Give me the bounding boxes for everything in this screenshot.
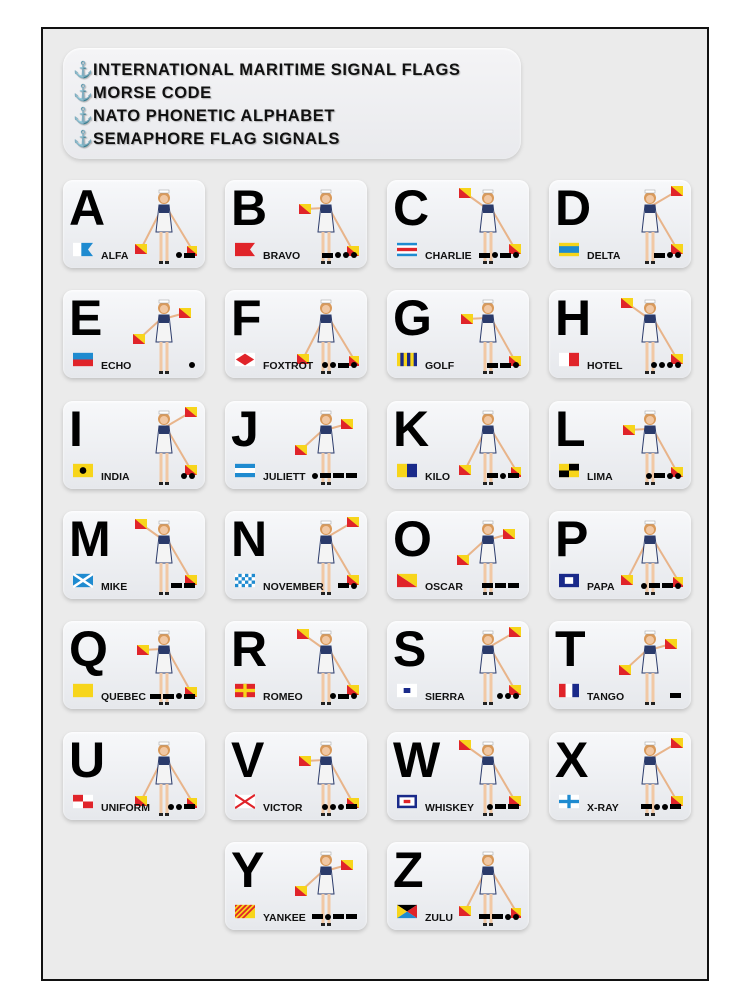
morse-dash [338,363,349,368]
phonetic-name: BRAVO [263,250,301,262]
letter-card-z [387,842,529,930]
morse-dot [181,473,187,479]
signal-flag-icon [73,573,93,588]
phonetic-name: DELTA [587,250,621,262]
letter-card-i [63,401,205,489]
phonetic-name: JULIETT [263,470,306,483]
morse-dot [654,804,660,810]
letter-card-y [225,842,367,930]
morse-dash [312,914,323,919]
signal-flag-icon [397,242,417,257]
signal-flag-icon [559,242,579,257]
card-letter: G [393,290,432,347]
morse-dot [500,473,506,479]
morse-code [641,583,681,589]
morse-dot [646,473,652,479]
signal-flag-icon [397,794,417,809]
signal-flag-icon [235,242,255,257]
morse-dash [500,363,511,368]
morse-dot [487,804,493,810]
card-letter: K [393,400,430,457]
morse-dash [495,583,506,588]
morse-dash [495,804,506,809]
morse-code [181,473,195,479]
phonetic-name: YANKEE [263,911,306,924]
morse-dot [513,693,519,699]
card-letter: I [69,400,83,457]
signal-flag-icon [397,904,417,919]
signal-flag-icon [235,904,255,919]
anchor-icon: ⚓ [73,131,94,148]
morse-dash [171,583,182,588]
morse-dash [641,804,652,809]
letter-card-k [387,401,529,489]
morse-dot [322,362,328,368]
card-letter: R [231,621,268,678]
morse-dash [508,804,519,809]
card-letter: J [231,400,259,457]
morse-dot [651,362,657,368]
phonetic-name: VICTOR [263,801,303,814]
morse-dash [150,694,161,699]
card-letter: W [393,731,441,788]
phonetic-name: KILO [425,470,451,483]
morse-dot [667,362,673,368]
semaphore-figure-icon [127,294,197,376]
card-letter: Z [393,841,424,898]
morse-dash [492,914,503,919]
morse-code [176,252,195,258]
card-letter: B [231,180,268,236]
phonetic-name: NOVEMBER [263,580,324,593]
signal-flag-icon [235,352,255,367]
anchor-icon: ⚓ [73,85,94,102]
phonetic-name: PAPA [587,580,615,593]
letter-card-g [387,290,529,378]
signal-flag-icon [397,573,417,588]
letter-card-j [225,401,367,489]
morse-dot [330,804,336,810]
letter-card-p [549,511,691,599]
morse-dot [325,914,331,920]
letter-card-f [225,290,367,378]
morse-dot [351,252,357,258]
letter-card-u [63,732,205,820]
letter-card-l [549,401,691,489]
morse-dot [659,362,665,368]
phonetic-name: MIKE [101,580,128,593]
morse-dash [662,583,673,588]
title-text: SEMAPHORE FLAG SIGNALS [93,130,340,148]
signal-flag-icon [73,463,93,478]
morse-dash [322,253,333,258]
morse-dot [176,252,182,258]
morse-dash [338,583,349,588]
anchor-icon: ⚓ [73,62,94,79]
signal-flag-icon [235,683,255,698]
phonetic-name: LIMA [587,470,613,483]
morse-dash [654,253,665,258]
morse-dot [667,252,673,258]
morse-dot [513,252,519,258]
morse-code [189,362,195,368]
phonetic-name: QUEBEC [101,691,146,704]
card-letter: U [69,731,106,788]
morse-dash [320,473,331,478]
morse-code [312,473,357,479]
phonetic-name: TANGO [587,691,625,704]
phonetic-name: UNIFORM [101,801,150,814]
card-letter: Y [231,841,265,898]
morse-dash [508,473,519,478]
morse-code [171,583,195,588]
letter-card-r [225,621,367,709]
morse-dash [184,694,195,699]
anchor-icon: ⚓ [73,108,94,125]
letter-card-m [63,511,205,599]
morse-code [651,362,681,368]
letter-card-b [225,180,367,268]
morse-code [487,362,519,368]
morse-dash [184,804,195,809]
signal-flag-icon [397,463,417,478]
morse-dot [343,252,349,258]
morse-dot [176,804,182,810]
morse-dot [513,914,519,920]
morse-dot [497,693,503,699]
morse-dash [479,914,490,919]
morse-dot [492,252,498,258]
morse-code [646,473,681,479]
card-letter: L [555,400,586,457]
morse-dot [675,473,681,479]
morse-dot [505,693,511,699]
morse-dot [312,473,318,479]
phonetic-name: ECHO [101,360,132,373]
signal-flag-icon [559,683,579,698]
morse-dash [333,914,344,919]
card-letter: M [69,510,111,567]
morse-code [482,583,519,588]
morse-dot [338,804,344,810]
phonetic-name: SIERRA [425,691,465,704]
morse-code [641,804,681,810]
letter-card-q [63,621,205,709]
morse-dot [662,804,668,810]
morse-dot [330,362,336,368]
card-letter: D [555,180,592,236]
morse-dot [505,914,511,920]
signal-flag-icon [235,794,255,809]
phonetic-name: ZULU [425,911,453,924]
morse-code [479,252,519,258]
title-line [73,129,340,149]
letter-card-s [387,621,529,709]
card-letter: Q [69,621,108,678]
phonetic-name: INDIA [101,470,130,483]
card-letter: P [555,510,589,567]
card-letter: F [231,290,262,347]
morse-dot [330,693,336,699]
morse-code [487,804,519,810]
morse-code [322,252,357,258]
phonetic-name: GOLF [425,360,455,373]
phonetic-name: WHISKEY [425,801,475,814]
card-letter: V [231,731,265,788]
morse-dash [508,583,519,588]
title-text: MORSE CODE [93,84,212,102]
morse-dash [500,253,511,258]
morse-dash [184,583,195,588]
morse-code [479,914,519,920]
letter-card-h [549,290,691,378]
morse-dash [346,473,357,478]
card-letter: O [393,510,432,567]
morse-code [150,693,195,699]
morse-dot [189,473,195,479]
morse-dash [654,473,665,478]
letter-card-c [387,180,529,268]
letter-card-t [549,621,691,709]
morse-dash [670,804,681,809]
card-letter: A [69,180,106,236]
signal-flag-icon [397,683,417,698]
morse-dot [675,362,681,368]
morse-dash [479,253,490,258]
phonetic-name: X-RAY [587,801,619,814]
morse-dot [335,252,341,258]
morse-dash [649,583,660,588]
signal-flag-icon [559,573,579,588]
morse-code [168,804,195,810]
signal-flag-icon [235,573,255,588]
morse-dot [513,362,519,368]
morse-dot [667,473,673,479]
signal-poster [41,27,709,981]
card-letter: C [393,180,430,236]
letter-card-o [387,511,529,599]
morse-dash [346,914,357,919]
morse-dot [189,362,195,368]
morse-dot [168,804,174,810]
title-text: INTERNATIONAL MARITIME SIGNAL FLAGS [93,61,461,79]
morse-code [670,693,681,698]
morse-code [497,693,519,699]
phonetic-name: ROMEO [263,691,303,704]
letter-card-n [225,511,367,599]
morse-code [322,804,357,810]
morse-dash [487,473,498,478]
morse-dash [338,694,349,699]
phonetic-name: ALFA [101,250,129,262]
title-line [73,83,212,103]
title-line [73,60,461,80]
morse-code [654,252,681,258]
morse-code [338,583,357,589]
phonetic-name: HOTEL [587,360,623,373]
card-letter: E [69,290,103,347]
morse-dash [333,473,344,478]
phonetic-name: FOXTROT [263,360,314,373]
morse-dash [346,804,357,809]
signal-flag-icon [559,794,579,809]
morse-dot [351,362,357,368]
morse-dot [641,583,647,589]
signal-flag-icon [397,352,417,367]
morse-dot [675,583,681,589]
letter-card-w [387,732,529,820]
title-text: NATO PHONETIC ALPHABET [93,107,336,125]
card-letter: H [555,290,592,347]
title-panel [63,48,521,159]
letter-card-v [225,732,367,820]
signal-flag-icon [73,794,93,809]
card-letter: T [555,621,586,678]
title-line [73,106,335,126]
letter-card-x [549,732,691,820]
letter-card-e [63,290,205,378]
signal-flag-icon [235,463,255,478]
morse-code [487,473,519,479]
morse-dash [482,583,493,588]
morse-dot [351,583,357,589]
morse-dot [675,252,681,258]
letter-card-d [549,180,691,268]
morse-code [322,362,357,368]
signal-flag-icon [559,463,579,478]
morse-dash [184,253,195,258]
morse-dash [163,694,174,699]
card-letter: N [231,510,268,567]
phonetic-name: CHARLIE [425,250,472,262]
morse-code [330,693,357,699]
signal-flag-icon [73,242,93,257]
signal-flag-icon [73,352,93,367]
phonetic-name: OSCAR [425,580,463,593]
card-letter: X [555,731,589,788]
morse-code [312,914,357,920]
signal-flag-icon [73,683,93,698]
morse-dot [351,693,357,699]
morse-dash [487,363,498,368]
morse-dot [322,804,328,810]
morse-dot [176,693,182,699]
card-letter: S [393,621,427,678]
signal-flag-icon [559,352,579,367]
letter-card-a [63,180,205,268]
morse-dash [670,693,681,698]
